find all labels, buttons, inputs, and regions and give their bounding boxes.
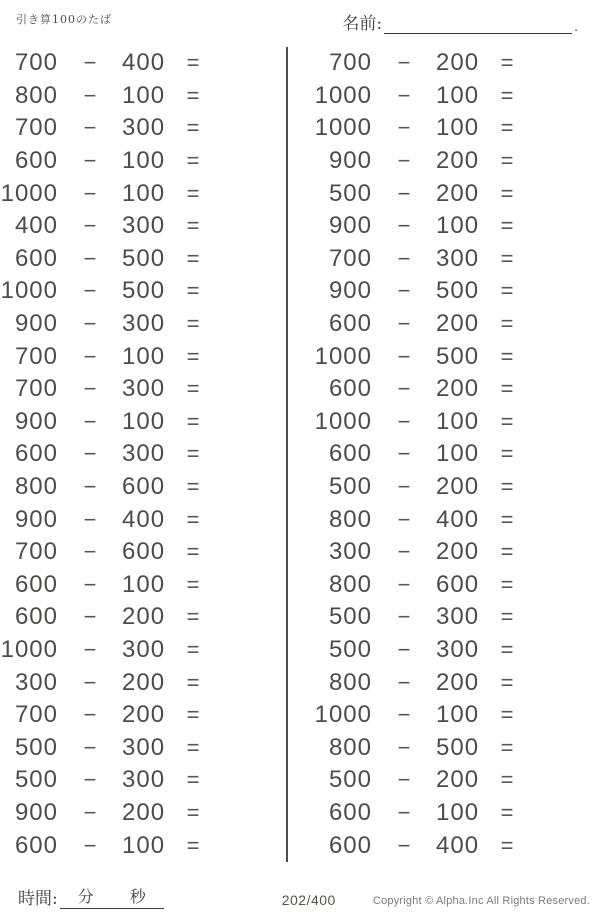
subtrahend: 100 [436,798,480,826]
equals-sign: = [500,571,514,597]
equals-sign: = [500,539,514,565]
problem-row [0,145,286,178]
equals-sign: = [500,734,514,760]
minus-sign: − [83,213,97,239]
problem-row [314,210,600,243]
problem-row [314,112,600,145]
problem-row [0,406,286,439]
subtrahend: 600 [436,570,480,598]
equals-sign: = [500,82,514,108]
minuend: 700 [14,375,58,403]
minuend: 1000 [314,701,372,729]
equals-sign: = [186,343,200,369]
minus-sign: − [83,767,97,793]
problem-row [0,471,286,504]
minus-sign: − [83,408,97,434]
subtrahend: 200 [436,668,480,696]
equals-sign: = [500,50,514,76]
subtrahend: 400 [122,505,166,533]
minus-sign: − [83,669,97,695]
problem-row [0,243,286,276]
minuend: 900 [14,310,58,338]
problem-row [314,373,600,406]
minus-sign: − [397,539,411,565]
problem-row [314,666,600,699]
name-field [342,9,588,34]
minus-sign: − [397,213,411,239]
minuend: 600 [328,310,372,338]
equals-sign: = [186,278,200,304]
equals-sign: = [500,115,514,141]
minuend: 600 [14,440,58,468]
minus-sign: − [83,702,97,728]
subtrahend: 200 [436,538,480,566]
equals-sign: = [500,278,514,304]
name-label: 名前: [342,14,383,34]
equals-sign: = [500,669,514,695]
minuend: 500 [328,603,372,631]
minuend: 700 [14,701,58,729]
minuend: 600 [328,831,372,859]
subtrahend: 400 [436,505,480,533]
page-number: 202/400 [281,892,336,908]
minuend: 900 [14,798,58,826]
minuend: 900 [14,407,58,435]
minuend: 500 [328,179,372,207]
equals-sign: = [500,767,514,793]
problem-row [314,569,600,602]
minus-sign: − [83,734,97,760]
subtrahend: 300 [122,375,166,403]
minuend: 1000 [314,342,372,370]
minus-sign: − [397,799,411,825]
minus-sign: − [397,734,411,760]
subtrahend: 100 [122,147,166,175]
subtrahend: 300 [436,635,480,663]
subtrahend: 300 [122,212,166,240]
minus-sign: − [397,245,411,271]
equals-sign: = [500,506,514,532]
subtrahend: 300 [122,635,166,663]
equals-sign: = [500,343,514,369]
problem-row [314,275,600,308]
minuend: 800 [328,570,372,598]
minus-sign: − [83,115,97,141]
subtrahend: 600 [122,538,166,566]
problem-row [0,731,286,764]
problem-row [0,699,286,732]
problem-row [314,536,600,569]
minus-sign: − [397,441,411,467]
minuend: 900 [328,277,372,305]
minuend: 500 [14,733,58,761]
equals-sign: = [500,213,514,239]
minuend: 700 [14,49,58,77]
equals-sign: = [186,245,200,271]
subtrahend: 200 [122,701,166,729]
problem-row [314,471,600,504]
equals-sign: = [186,180,200,206]
subtrahend: 600 [122,473,166,501]
subtrahend: 100 [122,342,166,370]
equals-sign: = [186,376,200,402]
page-footer [0,862,600,917]
subtrahend: 200 [436,179,480,207]
minuend: 800 [328,668,372,696]
minuend: 600 [328,375,372,403]
equals-sign: = [186,213,200,239]
name-line-period: . [574,18,578,34]
minuend: 600 [14,603,58,631]
minus-sign: − [397,767,411,793]
minuend: 600 [14,147,58,175]
problem-row [314,829,600,862]
minus-sign: − [83,50,97,76]
problem-row [0,340,286,373]
minus-sign: − [83,799,97,825]
minus-sign: − [397,376,411,402]
subtrahend: 100 [122,179,166,207]
subtrahend: 400 [436,831,480,859]
subtrahend: 500 [122,244,166,272]
time-blank-line [60,884,164,909]
equals-sign: = [186,506,200,532]
problem-row [0,666,286,699]
minus-sign: − [397,506,411,532]
subtrahend: 200 [436,310,480,338]
equals-sign: = [186,408,200,434]
minus-sign: − [397,408,411,434]
subtrahend: 200 [436,147,480,175]
subtrahend: 200 [436,473,480,501]
problem-row [0,177,286,210]
problem-row [314,601,600,634]
minus-sign: − [397,571,411,597]
minuend: 600 [328,798,372,826]
equals-sign: = [186,311,200,337]
minuend: 1000 [314,407,372,435]
minuend: 600 [328,440,372,468]
equals-sign: = [500,441,514,467]
problem-row [314,764,600,797]
minus-sign: − [83,474,97,500]
minuend: 500 [328,766,372,794]
problem-row [314,340,600,373]
subtrahend: 100 [436,114,480,142]
subtrahend: 300 [122,440,166,468]
equals-sign: = [186,799,200,825]
subtrahend: 100 [436,701,480,729]
subtrahend: 200 [122,668,166,696]
equals-sign: = [186,702,200,728]
minus-sign: − [83,539,97,565]
problem-row [314,47,600,80]
problem-row [314,634,600,667]
minuend: 600 [14,831,58,859]
worksheet-title: 引き算100のたば [16,13,112,26]
subtrahend: 300 [436,603,480,631]
problem-row [314,243,600,276]
subtrahend: 500 [436,733,480,761]
problem-row [0,797,286,830]
minuend: 700 [14,538,58,566]
subtrahend: 300 [122,310,166,338]
subtrahend: 400 [122,49,166,77]
minuend: 900 [328,147,372,175]
problem-row [314,699,600,732]
minuend: 500 [328,473,372,501]
minus-sign: − [397,82,411,108]
equals-sign: = [500,832,514,858]
problem-row [0,112,286,145]
problem-row [0,275,286,308]
page-header [0,0,600,47]
time-label: 時間: [18,889,58,909]
problem-row [314,797,600,830]
problems-column-right [288,47,600,862]
equals-sign: = [500,799,514,825]
minus-sign: − [83,180,97,206]
problem-row [314,503,600,536]
minus-sign: − [397,180,411,206]
minus-sign: − [83,441,97,467]
subtrahend: 100 [436,81,480,109]
minuend: 600 [14,244,58,272]
equals-sign: = [500,245,514,271]
problem-row [314,406,600,439]
problem-row [314,308,600,341]
equals-sign: = [186,50,200,76]
minus-sign: − [397,474,411,500]
problem-row [0,764,286,797]
problem-row [0,80,286,113]
subtrahend: 100 [122,570,166,598]
minus-sign: − [83,278,97,304]
subtrahend: 200 [436,49,480,77]
minuend: 900 [328,212,372,240]
minuend: 700 [328,244,372,272]
minus-sign: − [83,343,97,369]
minus-sign: − [83,245,97,271]
minuend: 700 [14,114,58,142]
minus-sign: − [397,311,411,337]
problem-row [314,731,600,764]
subtrahend: 200 [122,603,166,631]
problem-row [0,210,286,243]
subtrahend: 500 [122,277,166,305]
equals-sign: = [500,180,514,206]
subtrahend: 200 [436,766,480,794]
minutes-label: 分 [77,887,94,906]
problem-row [314,80,600,113]
time-field [18,884,164,909]
minuend: 400 [14,212,58,240]
minuend: 1000 [314,114,372,142]
problem-row [0,536,286,569]
equals-sign: = [500,148,514,174]
equals-sign: = [500,311,514,337]
minuend: 800 [14,81,58,109]
minus-sign: − [83,311,97,337]
minus-sign: − [397,148,411,174]
subtrahend: 500 [436,342,480,370]
minus-sign: − [83,832,97,858]
minuend: 1000 [314,81,372,109]
minus-sign: − [397,115,411,141]
equals-sign: = [186,604,200,630]
problems-column-left [0,47,288,862]
equals-sign: = [186,669,200,695]
subtrahend: 300 [122,114,166,142]
problem-row [314,438,600,471]
equals-sign: = [186,441,200,467]
subtrahend: 200 [122,798,166,826]
subtrahend: 100 [122,407,166,435]
problem-row [0,601,286,634]
minus-sign: − [397,669,411,695]
subtrahend: 100 [436,440,480,468]
minus-sign: − [83,82,97,108]
minuend: 700 [14,342,58,370]
minus-sign: − [397,278,411,304]
minuend: 800 [14,473,58,501]
equals-sign: = [186,636,200,662]
equals-sign: = [500,408,514,434]
problem-row [0,373,286,406]
minus-sign: − [83,148,97,174]
equals-sign: = [186,148,200,174]
equals-sign: = [186,82,200,108]
equals-sign: = [500,636,514,662]
name-blank-line [384,12,572,34]
minuend: 1000 [0,635,58,663]
subtrahend: 300 [122,766,166,794]
minus-sign: − [397,702,411,728]
problem-row [0,438,286,471]
minuend: 900 [14,505,58,533]
problem-row [314,177,600,210]
problem-row [0,569,286,602]
subtrahend: 200 [436,375,480,403]
copyright-text: Copyright © Alpha.Inc All Rights Reserved. [372,895,590,907]
minuend: 300 [14,668,58,696]
equals-sign: = [500,604,514,630]
subtrahend: 100 [122,831,166,859]
minus-sign: − [83,376,97,402]
subtrahend: 300 [436,244,480,272]
equals-sign: = [500,702,514,728]
equals-sign: = [186,474,200,500]
minuend: 300 [328,538,372,566]
minuend: 700 [328,49,372,77]
subtrahend: 100 [122,81,166,109]
minuend: 600 [14,570,58,598]
equals-sign: = [186,571,200,597]
problem-row [0,308,286,341]
subtrahend: 100 [436,212,480,240]
problem-row [0,503,286,536]
problem-row [0,829,286,862]
problem-row [0,634,286,667]
minus-sign: − [397,832,411,858]
subtrahend: 100 [436,407,480,435]
equals-sign: = [186,767,200,793]
equals-sign: = [500,376,514,402]
minus-sign: − [83,506,97,532]
equals-sign: = [186,539,200,565]
minuend: 1000 [0,277,58,305]
subtrahend: 500 [436,277,480,305]
equals-sign: = [500,474,514,500]
minuend: 500 [14,766,58,794]
equals-sign: = [186,115,200,141]
minuend: 800 [328,733,372,761]
minus-sign: − [397,50,411,76]
minus-sign: − [397,343,411,369]
subtrahend: 300 [122,733,166,761]
minus-sign: − [83,571,97,597]
minus-sign: − [397,604,411,630]
minus-sign: − [397,636,411,662]
minus-sign: − [83,604,97,630]
equals-sign: = [186,832,200,858]
problem-row [314,145,600,178]
problem-row [0,47,286,80]
problems-area [0,47,600,862]
equals-sign: = [186,734,200,760]
minuend: 500 [328,635,372,663]
minus-sign: − [83,636,97,662]
minuend: 1000 [0,179,58,207]
seconds-label: 秒 [129,887,146,906]
minuend: 800 [328,505,372,533]
